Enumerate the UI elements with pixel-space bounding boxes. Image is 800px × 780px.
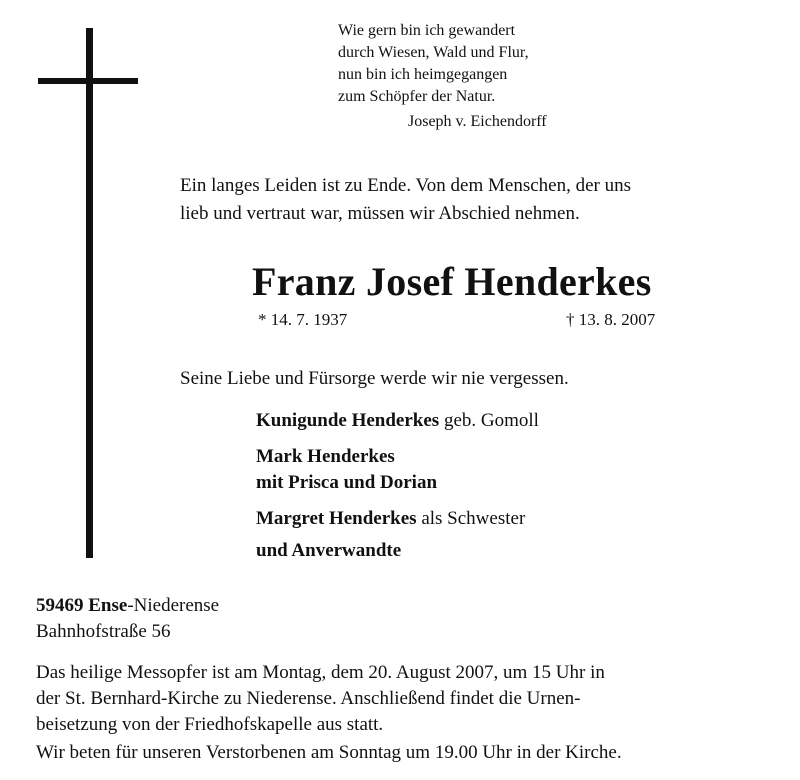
mourner-mark: Mark Henderkes: [256, 446, 395, 467]
poem-block: [338, 20, 668, 133]
mourner-relatives: und Anverwandte: [256, 540, 402, 561]
mourner-note: als Schwester: [416, 508, 526, 529]
address-postal-city: 59469 Ense: [36, 595, 128, 616]
address-city-line: [36, 593, 219, 619]
service-line: der St. Bernhard-Kirche zu Niederense. Anschließend findet die Urnen-: [36, 688, 581, 709]
prayer-info: Wir beten für unseren Verstorbenen am Sonntag um 19.00 Uhr in der Kirche.: [36, 742, 622, 763]
poem-line: durch Wiesen, Wald und Flur,: [338, 44, 529, 61]
death-date: † 13. 8. 2007: [566, 310, 656, 329]
address-block: [36, 593, 219, 645]
cross-horizontal-bar: [38, 78, 138, 84]
mourner-margret: [256, 506, 539, 532]
service-line: beisetzung von der Friedhofskapelle aus statt.: [36, 714, 384, 735]
service-line: Das heilige Messopfer ist am Montag, dem 20. August 2007, um 15 Uhr in: [36, 662, 605, 683]
poem-line: zum Schöpfer der Natur.: [338, 88, 496, 105]
service-info: [36, 660, 776, 738]
mourner-kunigunde: [256, 408, 539, 434]
deceased-name: Franz Josef Henderkes: [252, 259, 652, 304]
intro-line: Ein langes Leiden ist zu Ende. Von dem Menschen, der uns: [180, 175, 631, 196]
birth-date: * 14. 7. 1937: [258, 310, 348, 329]
mourners-list: [256, 408, 539, 564]
cross-vertical-bar: [86, 28, 93, 558]
address-street: Bahnhofstraße 56: [36, 621, 171, 642]
mourner-name: Margret Henderkes: [256, 508, 417, 529]
poem-line: Wie gern bin ich gewandert: [338, 22, 516, 39]
intro-text: [180, 172, 740, 228]
poem-author: Joseph v. Eichendorff: [408, 113, 547, 130]
poem-line: nun bin ich heimgegangen: [338, 66, 508, 83]
tribute-text: Seine Liebe und Fürsorge werde wir nie vergessen.: [180, 368, 569, 389]
mourner-note: geb. Gomoll: [439, 410, 539, 431]
mourner-mark-family: mit Prisca und Dorian: [256, 472, 438, 493]
mourner-name: Kunigunde Henderkes: [256, 410, 440, 431]
intro-line: lieb und vertraut war, müssen wir Abschied nehmen.: [180, 203, 580, 224]
address-district: -Niederense: [127, 595, 220, 616]
